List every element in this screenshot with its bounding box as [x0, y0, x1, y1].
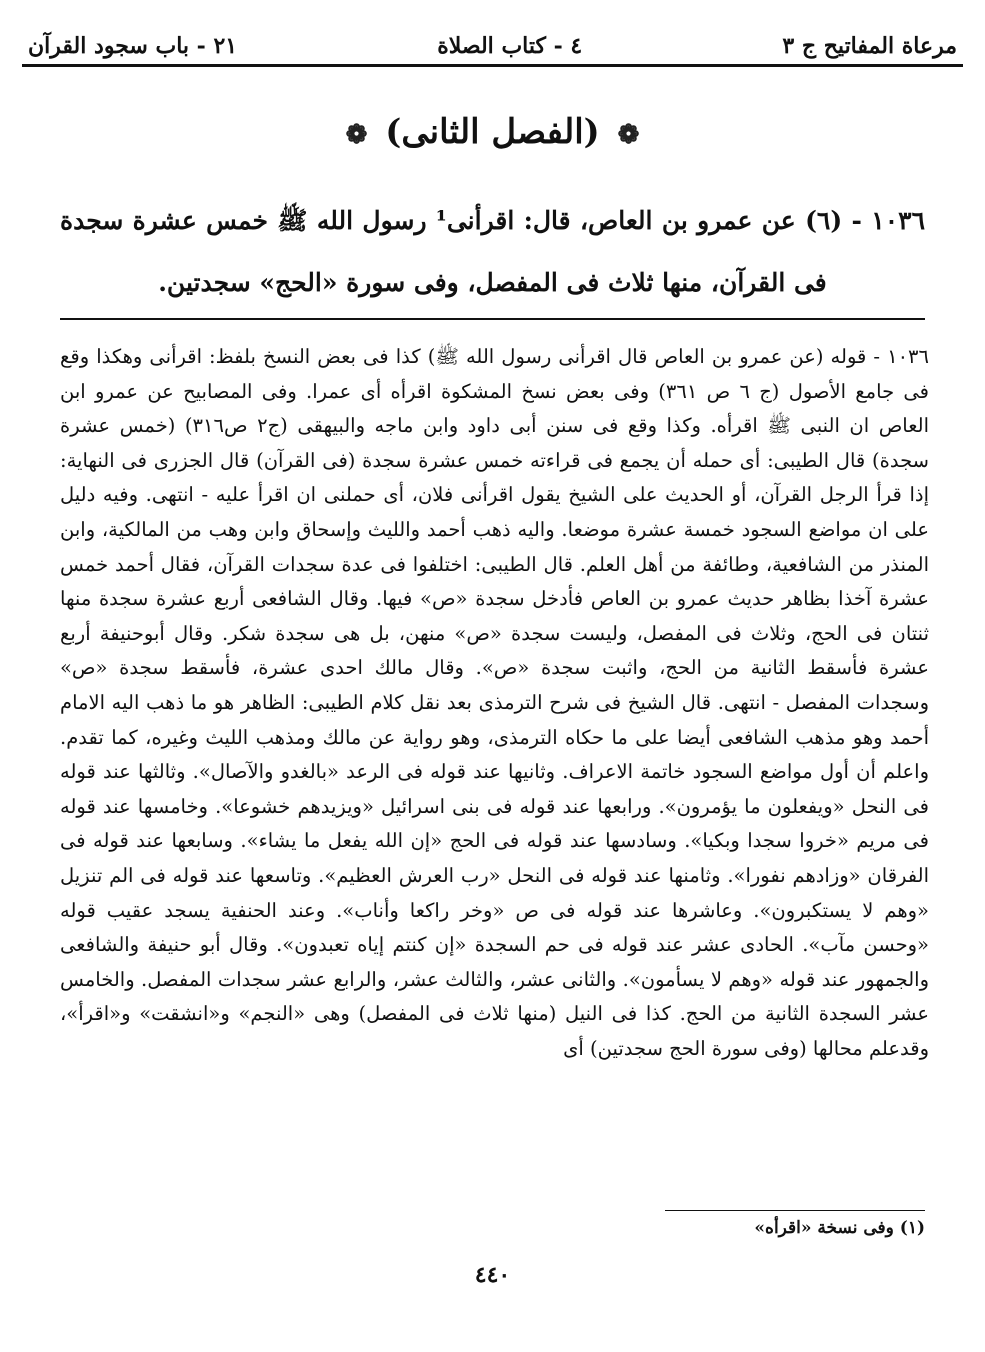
commentary-paragraph: ١٠٣٦ - قوله (عن عمرو بن العاص قال اقرأنى رسول الله ﷺ) كذا فى بعض النسخ بلفظ: اقرأنى وهكذا وقع فى جامع الأصول (ج ٦ ص ٣٦١) وفى بعض نسخ المشكوة اقرأه أى عمرا. وفى المصابيح عن عمرو ابن العاص ان النبى ﷺ اقرأه. وكذا وقع فى سنن أبى داود وابن ماجه والبيهقى (ج٢ ص٣١٦) (خمس عشرة سجدة) قال الطيبى: أى حمله أن يجمع فى قراءته خمس عشرة سجدة (فى القرآن) قال الجزرى فى النهاية: إذا قرأ الرجل القرآن، أو الحديث على الشيخ يقول اقرأنى فلان، أى حملنى ان اقرأ عليه - انتهى. وفيه دليل على ان مواضع السجود خمسة عشرة موضعا. واليه ذهب أحمد والليث وإسحاق وابن وهب من المالكية، وابن المنذر من الشافعية، وطائفة من أهل العلم. قال الطيبى: اختلفوا فى عدة سجدات القرآن، فقال أحمد خمس عشرة آخذا بظاهر حديث عمرو بن العاص فأدخل سجدة «ص» فيها. وقال الشافعى أربع عشرة سجدة منها ثنتان فى الحج، وثلاث فى المفصل، وليست سجدة «ص» منهن، بل هى سجدة شكر. وقال أبوحنيفة أربع عشرة فأسقط الثانية من الحج، واثبت سجدة «ص». وقال مالك احدى عشرة، فأسقط سجدة «ص» وسجدات المفصل - انتهى. قال الشيخ فى شرح الترمذى بعد نقل كلام الطيبى: الظاهر هو ما ذهب اليه الامام أحمد وهو مذهب الشافعى أيضا على ما حكاه الترمذى، وهو رواية عن مالك ومذهب الليث وغيره، كما تقدم. واعلم أن أول مواضع السجود خاتمة الاعراف. وثانيها عند قوله فى الرعد «بالغدو والآصال». وثالثها عند قوله فى النحل «ويفعلون ما يؤمرون». ورابعها عند قوله فى بنى اسرائيل «ويزيدهم خشوعا». وخامسها عند قوله فى مريم «خروا سجدا وبكيا». وسادسها عند قوله فى الحج «إن الله يفعل ما يشاء». وسابعها عند قوله فى الفرقان «وزادهم نفورا». وثامنها عند قوله فى النحل «رب العرش العظيم». وتاسعها عند قوله فى الم تنزيل «وهم لا يستكبرون». وعاشرها عند قوله فى ص «وخر راكعا وأناب». وعند الحنفية يسجد عقيب قوله «وحسن مآب». الحادى عشر عند قوله فى حم السجدة «إن كنتم إياه تعبدون». وقال أبو حنيفة والشافعى والجمهور عند قوله «وهم لا يسأمون». والثانى عشر، والثالث عشر، والرابع عشر سجدات المفصل. والخامس عشر السجدة الثانية من الحج. كذا فى النيل (منها ثلاث فى المفصل) وهى «النجم» و«انشقت» و«اقرأ»، وقدعلم محالها (وفى سورة الحج سجدتين) أى: [60, 345, 930, 1060]
header-chapter: ٤ - كتاب الصلاة: [437, 33, 583, 59]
footnote-rule: [665, 1210, 925, 1211]
hadith-rule: [60, 318, 925, 320]
header-section: ٢١ - باب سجود القرآن: [28, 33, 238, 59]
ornament-right-icon: ❁: [617, 120, 640, 150]
running-header: [28, 28, 957, 64]
commentary: [60, 340, 929, 1066]
page-number: ٤٤٠: [474, 1262, 511, 1288]
footnote: (١) وفى نسخة «اقرأه»: [754, 1218, 925, 1238]
ornament-left-icon: ❁: [345, 120, 368, 150]
header-book-title: مرعاة المفاتيح ج ٣: [782, 33, 957, 59]
header-rule: [22, 64, 963, 67]
section-title: (الفصل الثانى): [385, 112, 600, 152]
hadith-text: ١٠٣٦ - (٦) عن عمرو بن العاص، قال: اقرأنى¹ رسول الله ﷺ خمس عشرة سجدة فى القرآن، منها ثلاث فى المفصل، وفى سورة «الحج» سجدتين.: [60, 206, 925, 297]
section-heading: [0, 112, 985, 152]
